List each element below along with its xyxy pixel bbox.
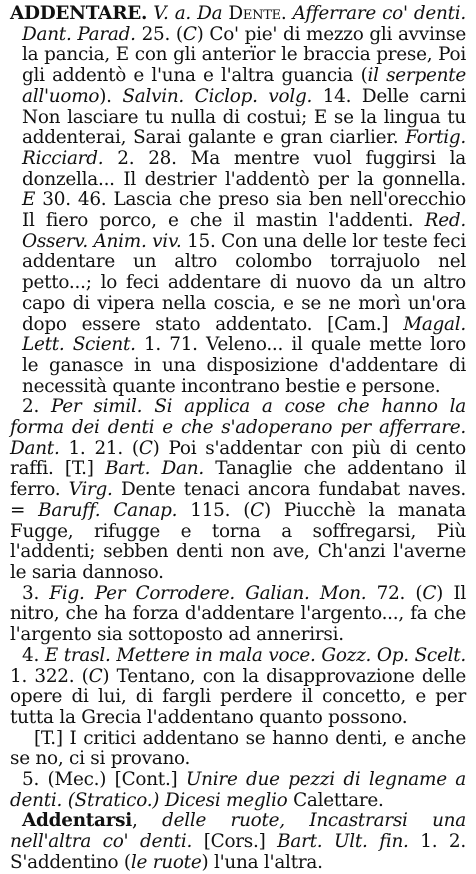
text-run: C	[88, 665, 103, 687]
text-run: Bart. Ult. fin.	[277, 831, 409, 853]
text-run: E	[22, 189, 36, 211]
text-run: [Cors.]	[192, 831, 278, 853]
text-run: ) Piucchè la manata Fugge, rifugge e torna a soffregarsi, Più l'addenti; sebben denti non ave, Ch'anzi l'averne le saria dannoso.	[10, 499, 466, 583]
text-run: Tanaglie che addentano il ferro.	[10, 458, 466, 501]
paragraph-body	[22, 24, 466, 397]
text-run: Magal. Lett. Scient.	[22, 313, 466, 356]
text-run: 1. 21. (	[59, 437, 139, 459]
sense-4-paragraph	[10, 646, 466, 729]
text-run: Unire due pezzi di legname a denti. (Stratico.) Dicesi meglio	[10, 769, 466, 811]
headword: ADDENTARE.	[10, 3, 148, 24]
text-run: [T.] I critici addentano se hanno denti, e anche se no, ci si provano.	[10, 727, 466, 770]
text-run: C	[182, 23, 197, 45]
text-run: Fig. Per Corrodere. Galian. Mon.	[49, 582, 367, 604]
text-run: E trasl. Mettere in mala voce. Gozz. Op. Scelt.	[44, 644, 466, 666]
text-run: 2.	[22, 396, 51, 418]
text-run: 2. 28. Ma mentre vuol fuggirsi la donzella... Il destrier l'addentò per la gonnella.	[22, 147, 466, 190]
text-run: Virg.	[68, 479, 113, 501]
text-run: (	[175, 23, 183, 45]
text-run: ,	[132, 810, 163, 832]
text-run: ).	[99, 85, 123, 107]
text-run: il serpente all'uomo	[22, 65, 466, 107]
text-run: 4.	[22, 644, 45, 666]
text-run: C	[250, 499, 264, 521]
text-run: ) Poi s'addentar con più di cento raffi. [T.]	[10, 437, 466, 480]
text-run: ) Co' pie' di mezzo gli avvinse la pancia, E con gli anterïor le braccia prese, Poi gli addentò e l'una e l'altra guancia (	[22, 23, 466, 87]
text-run: 115. (	[177, 499, 251, 521]
text-run: ) Tentano, con la disapprovazione delle opere di lui, di fargli perdere il concetto, e per tutta la Grecia l'addentano quanto possono.	[10, 665, 466, 728]
text-run: Red. Osserv. Anim. viv.	[22, 210, 466, 252]
text-run: Fortig. Ricciard.	[22, 127, 466, 169]
text-run: 1. 322. (	[10, 665, 89, 687]
text-run: Dente tenaci ancora fundabat naves. =	[10, 479, 466, 521]
text-run: ) l'una l'altra.	[201, 851, 323, 873]
text-run: 30. 46. Lascia che preso sia ben nell'orecchio Il fiero porco, e che il mastin l'addenti.	[22, 189, 466, 232]
text-run: C	[422, 582, 437, 604]
text-run: Calettare.	[287, 789, 384, 811]
text-run: 1. 71. Veleno... il quale mette loro le ganasce in una disposizione d'addentare di necessità quante incontrano bestie e persone.	[22, 334, 466, 397]
entry-main-paragraph	[10, 4, 466, 397]
text-run: 15. Con una delle lor teste feci addentare un altro colombo torrajuolo nel petto...; lo feci addentare di nuovo da un altro capo di vipera nella coscia, e se ne morì un'ora dopo essere stato addentato. [Cam.]	[22, 230, 466, 335]
text-run: 14. Delle carni Non lasciare tu nulla di costui; E se la lingua tu addenterai, Sarai galante e gran ciarlier.	[22, 85, 467, 149]
text-run: Per simil. Si applica a cose che hanno la forma dei denti e che s'adoperano per afferrare. Dant.	[10, 396, 466, 459]
text-run: Baruff. Canap.	[38, 499, 178, 521]
text-run: C	[138, 437, 153, 459]
sense-3-paragraph	[10, 584, 466, 646]
definition: Afferrare co' denti.	[292, 3, 466, 24]
etymology-prefix: Da	[197, 3, 223, 24]
text-run: Addentarsi	[22, 810, 132, 832]
text-run: delle ruote, Incastrarsi una nell'altra co' denti.	[10, 810, 466, 853]
text-run: 25.	[135, 23, 176, 45]
text-run: Bart. Dan.	[104, 458, 204, 480]
text-run: 1. 2. S'addentino (	[10, 831, 466, 873]
text-run: Salvin. Ciclop. volg.	[122, 85, 313, 107]
grammar-label: V. a.	[153, 3, 192, 24]
text-run: ) Il nitro, che ha forza d'addentare l'argento..., fa che l'argento sia sottoposto ad annerirsi.	[10, 582, 466, 646]
note-paragraph	[10, 729, 466, 770]
text-run: 5. (Mec.) [Cont.]	[22, 769, 186, 791]
sense-2-paragraph	[10, 397, 466, 583]
text-run: Dant. Parad.	[22, 23, 136, 45]
subentry-paragraph	[10, 811, 466, 873]
text-run: 72. (	[366, 582, 423, 604]
text-run: le ruote	[130, 851, 202, 873]
text-run: 3.	[22, 582, 50, 604]
etymology-word: Dente.	[228, 3, 287, 24]
sense-5-paragraph	[10, 770, 466, 811]
